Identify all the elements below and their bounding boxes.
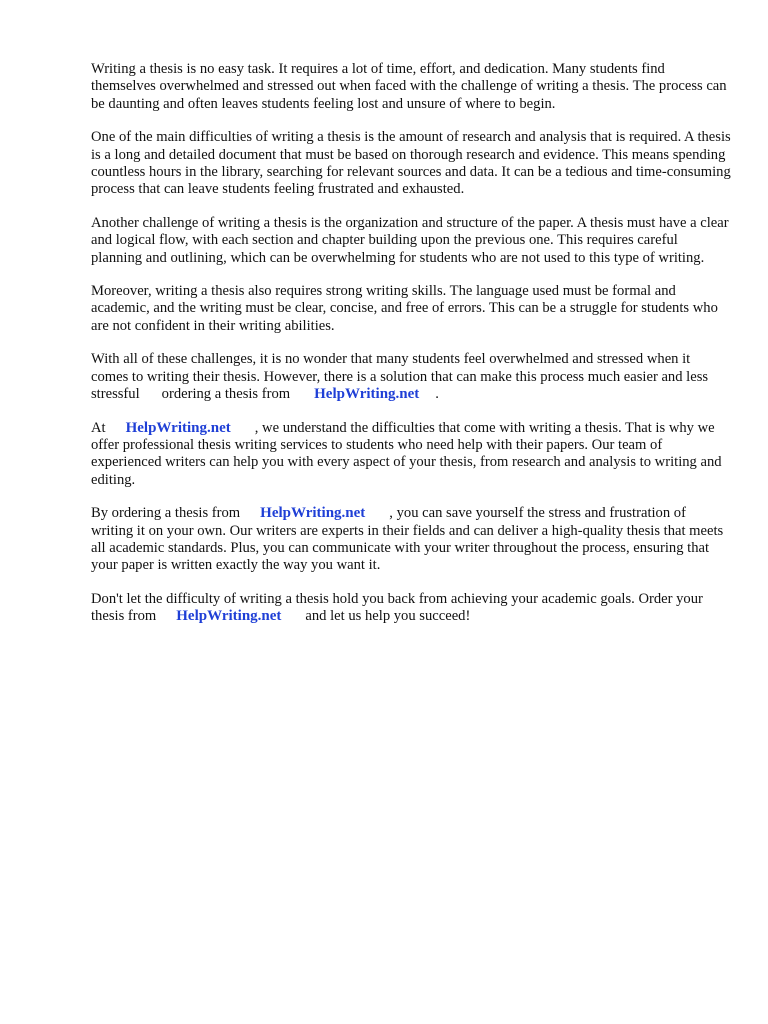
paragraph-solution-text: With all of these challenges, it is no wonder that many students feel overwhelmed and stressed when it comes to writing their thesis. However, there is a solution that can make this process much easier and less stressful xyxy=(91,351,709,403)
paragraph-about-service xyxy=(91,420,731,490)
paragraph-about-service-text: , we understand the difficulties that come with writing a thesis. That is why we offer professional thesis writing services to students who need help with their papers. Our team of experienced writers can help you with every aspect of your thesis, from research and analysis to writing and editing. xyxy=(91,419,722,488)
paragraph-solution-end: . xyxy=(435,386,439,403)
paragraph-ordering-start: By ordering a thesis from xyxy=(91,505,241,522)
paragraph-ordering-text: , you can save yourself the stress and frustration of writing it on your own. Our writers are experts in their fields and can deliver a high-quality thesis that meets all academic standards. Plus, you can communicate with your writer throughout the process, ensuring that your paper is written exactly the way you want it. xyxy=(91,505,724,574)
document-body xyxy=(91,61,731,642)
paragraph-call-to-action-start: Don't let the difficulty of writing a thesis hold you back from achieving your academic goals. Order your thesis from xyxy=(91,590,703,625)
helpwriting-link-4[interactable]: HelpWriting.net xyxy=(176,608,282,625)
paragraph-call-to-action xyxy=(91,591,731,626)
paragraph-ordering xyxy=(91,505,731,575)
paragraph-solution-middle: ordering a thesis from xyxy=(161,386,291,403)
paragraph-solution xyxy=(91,351,731,403)
paragraph-research: One of the main difficulties of writing a thesis is the amount of research and analysis that is required. A thesis is a long and detailed document that must be based on thorough research and evidence. This means spending countless hours in the library, searching for relevant sources and data. It can be a tedious and time-consuming process that can leave students feeling frustrated and exhausted. xyxy=(91,129,731,198)
helpwriting-link-1[interactable]: HelpWriting.net xyxy=(314,386,420,403)
paragraph-call-to-action-end: and let us help you succeed! xyxy=(305,608,471,625)
paragraph-writing-skills: Moreover, writing a thesis also requires strong writing skills. The language used must be formal and academic, and the writing must be clear, concise, and free of errors. This can be a struggle for students who are not confident in their writing abilities. xyxy=(91,283,718,334)
paragraph-intro: Writing a thesis is no easy task. It requires a lot of time, effort, and dedication. Many students find themselves overwhelmed and stressed out when faced with the challenge of writing a thesis. The process can be daunting and often leaves students feeling lost and unsure of where to begin. xyxy=(91,61,727,112)
helpwriting-link-2[interactable]: HelpWriting.net xyxy=(125,419,231,436)
paragraph-about-service-start: At xyxy=(91,419,106,436)
paragraph-structure: Another challenge of writing a thesis is the organization and structure of the paper. A thesis must have a clear and logical flow, with each section and chapter building upon the previous one. This requires careful planning and outlining, which can be overwhelming for students who are not used to this type of writing. xyxy=(91,214,729,266)
helpwriting-link-3[interactable]: HelpWriting.net xyxy=(260,505,366,522)
